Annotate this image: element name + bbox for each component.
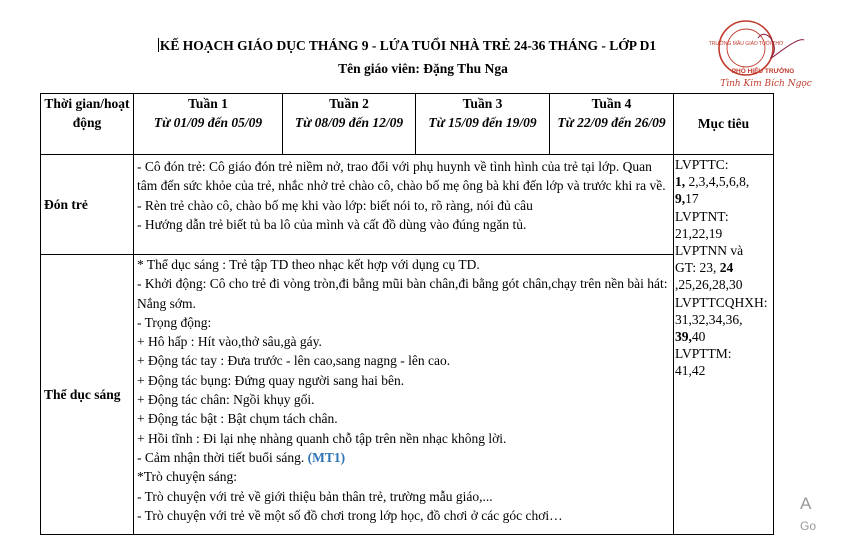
document-title xyxy=(0,38,814,54)
goal-tag: (MT1) xyxy=(307,449,346,465)
header-goals: Mục tiêu xyxy=(674,94,774,155)
content-line: + Hồi tĩnh : Đi lại nhẹ nhàng quanh chỗ tập trên nền nhạc không lời. xyxy=(137,430,507,446)
row-label-morning-exercise: Thể dục sáng xyxy=(41,255,134,535)
content-line: - Rèn trẻ chào cô, chào bố mẹ khi vào lớp: biết nói to, rõ ràng, nói đủ câu xyxy=(137,197,533,213)
content-line: * Thể dục sáng : Trẻ tập TD theo nhạc kết hợp với dụng cụ TD. xyxy=(137,257,480,272)
text-cursor xyxy=(158,38,159,52)
goal-values: ,25,26,28,30 xyxy=(675,277,743,293)
goal-label: LVPTTM: xyxy=(675,346,732,362)
goal-bold: 1, xyxy=(675,174,686,190)
goal-bold: 9, xyxy=(675,191,686,207)
content-line: - Trò chuyện với trẻ về giới thiệu bản thân trẻ, trường mẫu giáo,... xyxy=(137,488,493,504)
content-line: - Hướng dẫn trẻ biết tủ ba lô của mình và cất đồ dùng vào đúng ngăn tủ. xyxy=(137,216,527,232)
content-line: - Cô đón trẻ: Cô giáo đón trẻ niềm nở, trao đổi với phụ huynh về tình hình của trẻ tại lớp. Quan tâm đến sức khỏe của trẻ, nhắc nhở trẻ chào cô, chào bố mẹ ông bà khi đến lớp và trước khi ra về. xyxy=(137,159,666,194)
education-plan-table xyxy=(40,93,774,535)
goal-label: LVPTNT: xyxy=(675,208,729,224)
goal-values xyxy=(675,173,772,190)
stamp-ring-text: TRƯỜNG MẦU GIÁO TUỔI THƠ xyxy=(708,41,784,47)
week-label: Tuần 3 xyxy=(462,96,503,111)
document-title-text: KẾ HOẠCH GIÁO DỤC THÁNG 9 - LỨA TUỔI NHÀ TRẺ 24-36 THÁNG - LỚP D1 xyxy=(159,38,657,53)
morning-exercise-content xyxy=(134,255,674,535)
teacher-line: Tên giáo viên: Đặng Thu Nga xyxy=(338,61,508,76)
row-label-greeting: Đón trẻ xyxy=(41,155,134,255)
week-range: Từ 08/09 đến 12/09 xyxy=(294,115,404,131)
week-range: Từ 01/09 đến 05/09 xyxy=(153,115,263,131)
edge-text-a: A xyxy=(800,494,812,513)
school-stamp xyxy=(700,16,810,92)
goal-bold: 39, xyxy=(675,329,692,345)
goal-values: 41,42 xyxy=(675,363,706,379)
goal-bold: 24 xyxy=(716,260,734,276)
goal-values: 21,22,19 xyxy=(675,225,723,241)
goal-values xyxy=(675,190,772,207)
header-week-1 xyxy=(134,94,283,155)
greeting-content xyxy=(134,155,674,255)
goal-label: LVPTTC: xyxy=(675,157,729,172)
goals-cell xyxy=(674,155,774,535)
week-label: Tuần 4 xyxy=(591,96,632,111)
content-line: - Trọng động: xyxy=(137,314,212,330)
week-range: Từ 15/09 đến 19/09 xyxy=(428,115,537,131)
content-line: - Trò chuyện với trẻ về một số đồ chơi trong lớp học, đồ chơi ở các góc chơi… xyxy=(137,507,563,523)
content-line: + Động tác bật : Bật chụm tách chân. xyxy=(137,411,338,427)
content-line: + Hô hấp : Hít vào,thở sâu,gà gáy. xyxy=(137,334,322,350)
table-row xyxy=(41,255,774,535)
content-line: + Động tác bụng: Đứng quay người sang hai bên. xyxy=(137,372,405,388)
week-label: Tuần 2 xyxy=(329,96,369,111)
content-line: + Động tác chân: Ngồi khụy gối. xyxy=(137,392,315,408)
table-header-row xyxy=(41,94,774,155)
goal-text: 40 xyxy=(691,329,706,345)
goal-text: 17 xyxy=(685,191,699,207)
content-line: *Trò chuyện sáng: xyxy=(137,469,237,485)
goal-values xyxy=(675,259,772,276)
table-row xyxy=(41,155,774,255)
header-time-activity: Thời gian/hoạt động xyxy=(41,94,134,155)
goal-text: GT: 23, xyxy=(675,260,717,276)
header-week-3 xyxy=(416,94,550,155)
goal-label: LVPTNN và xyxy=(675,243,744,259)
goal-values xyxy=(675,328,772,345)
goal-values: 31,32,34,36, xyxy=(675,311,743,327)
edge-text-go: Go xyxy=(800,519,817,533)
stamp-signature-name: Tình Kim Bích Ngọc xyxy=(720,79,812,89)
header-week-4 xyxy=(550,94,674,155)
goal-group-lvpttc xyxy=(675,155,772,208)
content-line: + Động tác tay : Đưa trước - lên cao,sang nagng - lên cao. xyxy=(137,353,451,369)
week-range: Từ 22/09 đến 26/09 xyxy=(557,115,666,131)
stamp-role: PHÓ HIỆU TRƯỞNG xyxy=(731,68,795,75)
header-week-2 xyxy=(283,94,416,155)
content-line xyxy=(137,448,670,467)
content-line: - Khởi động: Cô cho trẻ đi vòng tròn,đi bằng mũi bàn chân,đi bằng gót chân,chạy trên nền bài hát: Nắng sớm. xyxy=(137,276,668,311)
week-label: Tuần 1 xyxy=(188,96,228,111)
content-text: - Cảm nhận thời tiết buổi sáng. xyxy=(137,449,305,465)
goal-text: 2,3,4,5,6,8, xyxy=(685,174,750,190)
goal-label: LVPTTCQHXH: xyxy=(675,294,768,310)
